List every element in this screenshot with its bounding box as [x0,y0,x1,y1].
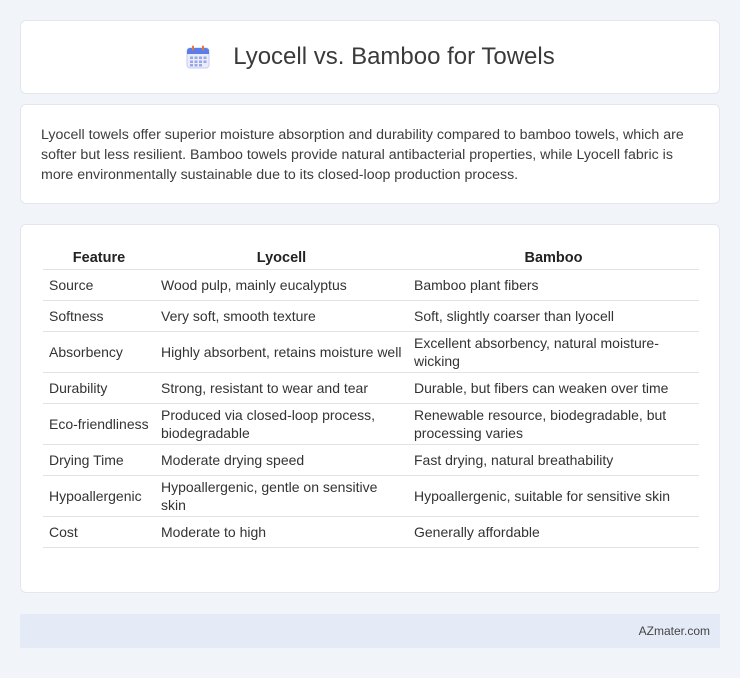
cell-lyocell: Very soft, smooth texture [155,300,408,331]
table-row [43,444,699,475]
summary-card [20,104,720,204]
cell-feature: Hypoallergenic [43,475,155,516]
page-title: Lyocell vs. Bamboo for Towels [233,43,555,70]
cell-feature: Absorbency [43,331,155,372]
comparison-table [43,245,699,548]
cell-bamboo: Durable, but fibers can weaken over time [408,372,699,403]
cell-lyocell: Moderate to high [155,516,408,547]
cell-bamboo: Renewable resource, biodegradable, but processing varies [408,403,699,444]
cell-feature: Eco-friendliness [43,403,155,444]
table-row [43,331,699,372]
cell-bamboo: Fast drying, natural breathability [408,444,699,475]
table-header-row [43,245,699,269]
table-row [43,475,699,516]
header-feature: Feature [43,245,155,269]
footer-site-name: AZmater.com [638,624,710,638]
summary-text: Lyocell towels offer superior moisture absorption and durability compared to bamboo towels, which are softer but less resilient. Bamboo towels provide natural antibacterial properties, while Lyocell fabric is more environmentally sustainable due to its closed-loop production process. [41,127,684,183]
header-lyocell: Lyocell [155,245,408,269]
cell-feature: Durability [43,372,155,403]
table-row [43,516,699,547]
cell-lyocell: Strong, resistant to wear and tear [155,372,408,403]
cell-feature: Softness [43,300,155,331]
table-row [43,269,699,300]
cell-lyocell: Moderate drying speed [155,444,408,475]
cell-bamboo: Hypoallergenic, suitable for sensitive skin [408,475,699,516]
cell-bamboo: Generally affordable [408,516,699,547]
header-bamboo: Bamboo [408,245,699,269]
title-card [20,20,720,94]
cell-lyocell: Produced via closed-loop process, biodegradable [155,403,408,444]
table-row [43,300,699,331]
cell-bamboo: Bamboo plant fibers [408,269,699,300]
cell-lyocell: Wood pulp, mainly eucalyptus [155,269,408,300]
cell-feature: Drying Time [43,444,155,475]
footer [20,614,720,648]
table-row [43,372,699,403]
cell-feature: Cost [43,516,155,547]
cell-feature: Source [43,269,155,300]
comparison-table-card [20,224,720,593]
cell-bamboo: Soft, slightly coarser than lyocell [408,300,699,331]
cell-lyocell: Highly absorbent, retains moisture well [155,331,408,372]
calendar-icon [185,44,211,70]
table-row [43,403,699,444]
cell-bamboo: Excellent absorbency, natural moisture-wicking [408,331,699,372]
cell-lyocell: Hypoallergenic, gentle on sensitive skin [155,475,408,516]
